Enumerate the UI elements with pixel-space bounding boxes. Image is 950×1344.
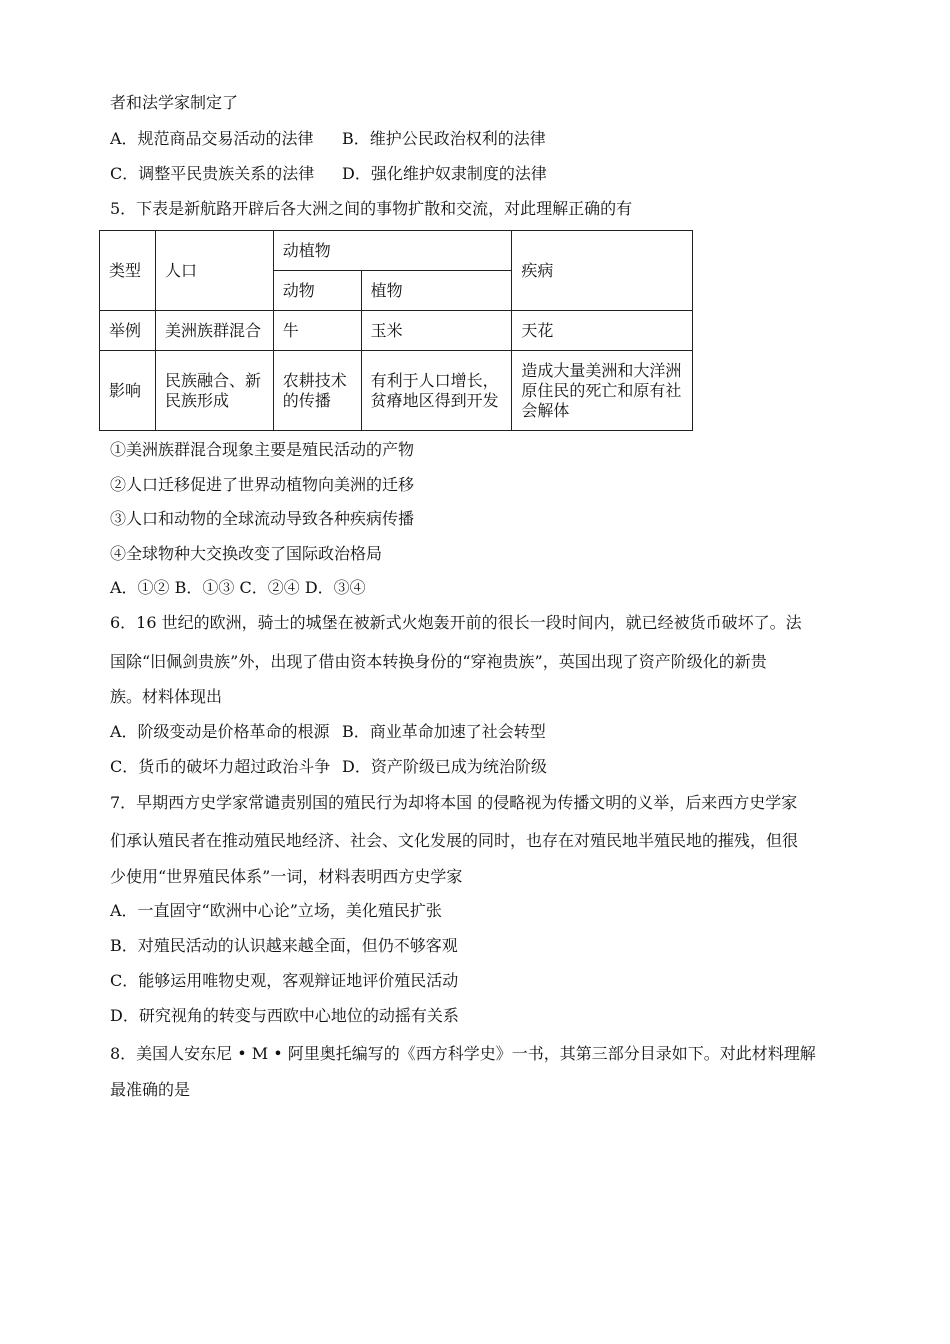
q5-statement-2: ②人口迁移促进了世界动植物向美洲的迁移 <box>110 475 415 494</box>
th-flora-fauna: 动植物 <box>273 231 512 271</box>
q7-stem-line-3: 少使用“世界殖民体系”一词，材料表明西方史学家 <box>110 867 463 886</box>
cell-impact-animals: 农耕技术的传播 <box>273 351 361 431</box>
th-type: 类型 <box>100 231 156 311</box>
cell-example-people: 美洲族群混合 <box>155 311 273 351</box>
q4-option-b: B．维护公民政治权利的法律 <box>342 129 546 148</box>
cell-impact-disease: 造成大量美洲和大洋洲原住民的死亡和原有社会解体 <box>512 351 693 431</box>
q6-option-c: C．货币的破坏力超过政治斗争 <box>110 757 331 776</box>
cell-impact-plants: 有利于人口增长，贫瘠地区得到开发 <box>361 351 512 431</box>
q6-options-row-2 <box>110 756 547 778</box>
q6-stem-line-3: 族。材料体现出 <box>110 687 223 706</box>
q4-option-d: D．强化维护奴隶制度的法律 <box>342 164 547 183</box>
q6-option-d: D．资产阶级已成为统治阶级 <box>342 757 547 776</box>
q4-options-row-1 <box>110 128 546 150</box>
q5-options: A．①② B．①③ C．②④ D．③④ <box>110 578 366 597</box>
q7-option-a: A．一直固守“欧洲中心论”立场，美化殖民扩张 <box>110 901 442 920</box>
cell-impact-people: 民族融合、新民族形成 <box>155 351 273 431</box>
th-disease: 疾病 <box>512 231 693 311</box>
q8-stem-line-1: 8．美国人安东尼 • M • 阿里奥托编写的《西方科学史》一书，其第三部分目录如下。对此材料理解 <box>110 1044 816 1063</box>
q5-statement-3: ③人口和动物的全球流动导致各种疾病传播 <box>110 509 415 528</box>
cell-example-animals: 牛 <box>273 311 361 351</box>
q6-options-row-1 <box>110 721 546 743</box>
q8-stem-line-2: 最准确的是 <box>110 1080 191 1099</box>
q6-option-b: B．商业革命加速了社会转型 <box>342 722 546 741</box>
q5-stem: 5．下表是新航路开辟后各大洲之间的事物扩散和交流，对此理解正确的有 <box>110 199 633 218</box>
th-people: 人口 <box>155 231 273 311</box>
q4-options-row-2 <box>110 163 547 185</box>
q6-option-a: A．阶级变动是价格革命的根源 <box>110 722 330 741</box>
q5-statement-4: ④全球物种大交换改变了国际政治格局 <box>110 544 383 563</box>
th-animals: 动物 <box>273 271 361 311</box>
row-label-impact: 影响 <box>100 351 156 431</box>
th-plants: 植物 <box>361 271 512 311</box>
q7-option-b: B．对殖民活动的认识越来越全面，但仍不够客观 <box>110 936 458 955</box>
q7-option-c: C．能够运用唯物史观，客观辩证地评价殖民活动 <box>110 971 459 990</box>
q4-stem-tail: 者和法学家制定了 <box>110 93 239 112</box>
q6-stem-line-2: 国除“旧佩剑贵族”外，出现了借由资本转换身份的“穿袍贵族”，英国出现了资产阶级化的新贵 <box>110 652 767 671</box>
q6-stem-line-1: 6．16 世纪的欧洲，骑士的城堡在被新式火炮轰开前的很长一段时间内，就已经被货币破坏了。法 <box>110 613 802 632</box>
row-label-examples: 举例 <box>100 311 156 351</box>
table-row-impact <box>100 351 693 431</box>
q5-statement-1: ①美洲族群混合现象主要是殖民活动的产物 <box>110 440 415 459</box>
q4-option-c: C．调整平民贵族关系的法律 <box>110 164 315 183</box>
cell-example-disease: 天花 <box>512 311 693 351</box>
q5-exchange-table <box>99 230 693 431</box>
q4-option-a: A．规范商品交易活动的法律 <box>110 129 314 148</box>
q7-option-d: D．研究视角的转变与西欧中心地位的动摇有关系 <box>110 1006 459 1025</box>
cell-example-plants: 玉米 <box>361 311 512 351</box>
q7-stem-line-2: 们承认殖民者在推动殖民地经济、社会、文化发展的同时，也存在对殖民地半殖民地的摧残，但很 <box>110 831 799 850</box>
table-row-examples <box>100 311 693 351</box>
q7-stem-line-1: 7．早期西方史学家常谴责别国的殖民行为却将本国 的侵略视为传播文明的义举，后来西方史学家 <box>110 793 798 812</box>
